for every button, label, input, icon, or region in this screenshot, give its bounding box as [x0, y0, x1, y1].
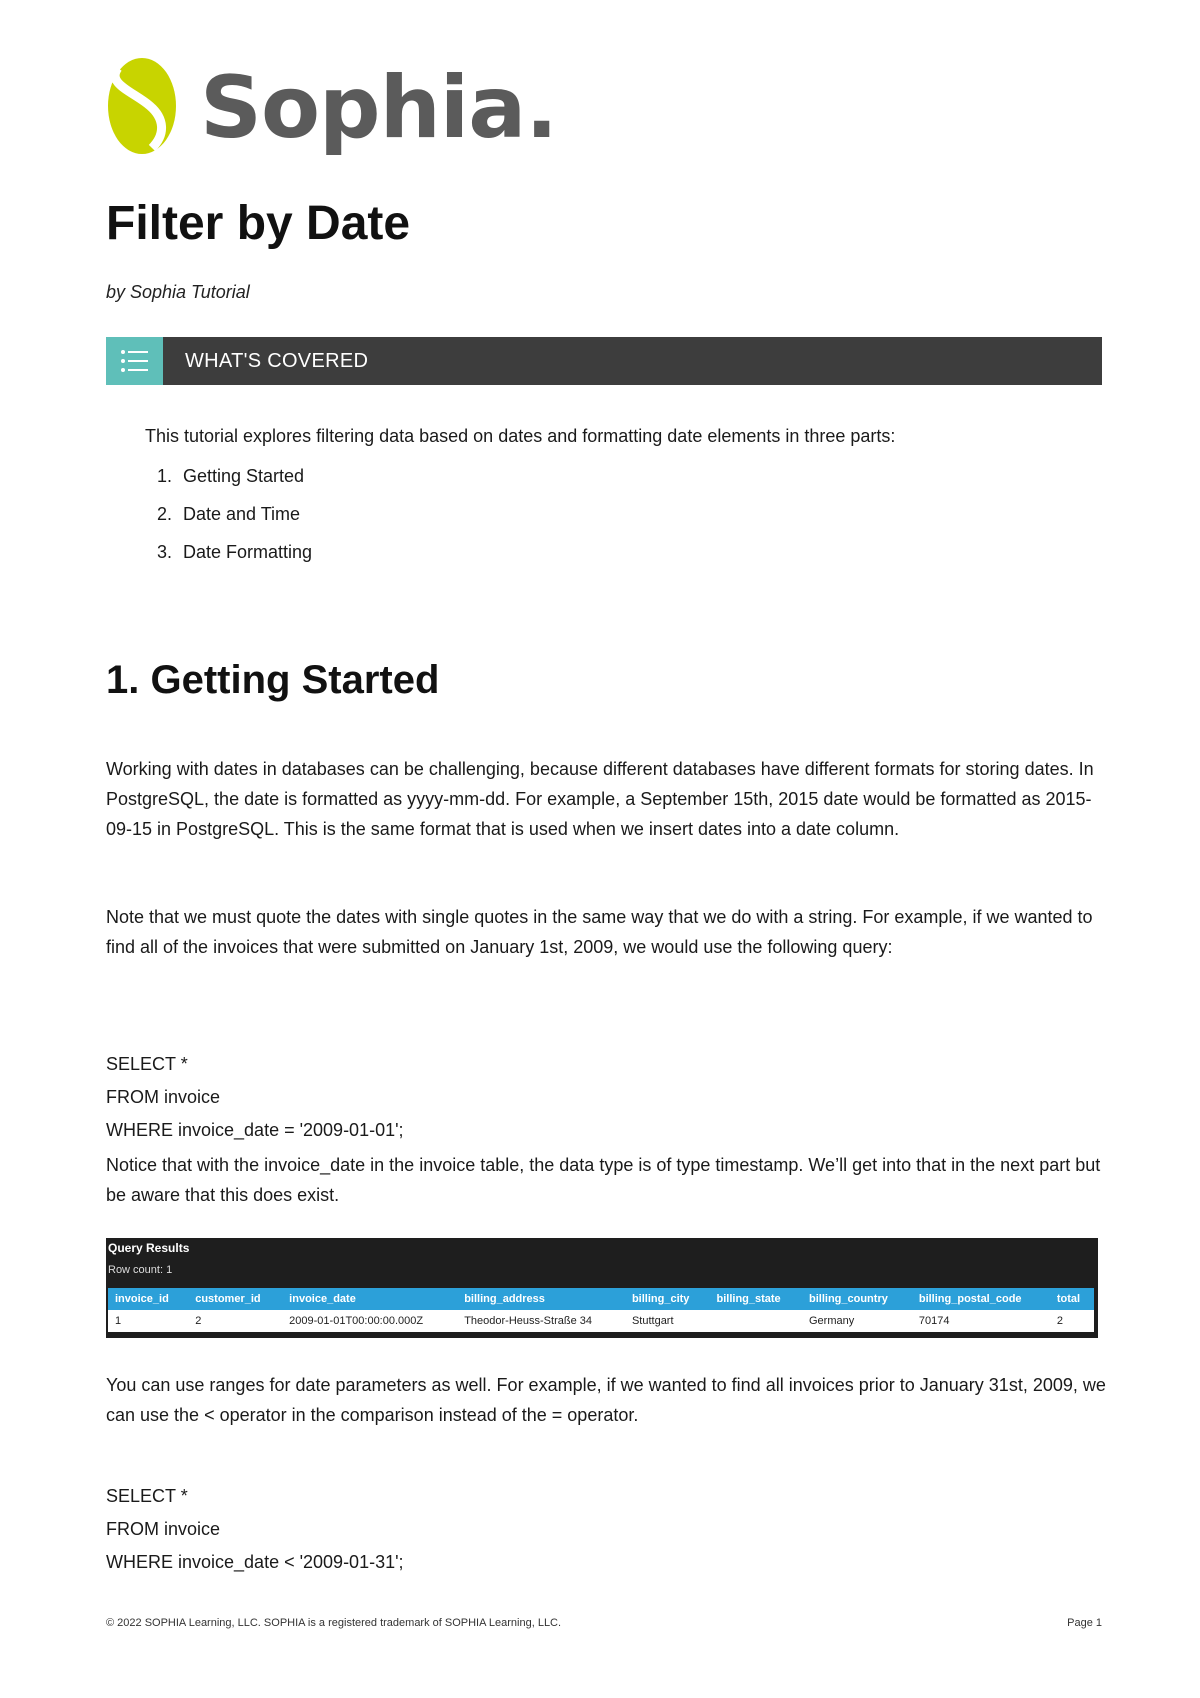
page-title: Filter by Date — [106, 197, 411, 250]
table-cell: Stuttgart — [625, 1310, 710, 1332]
code-line: WHERE invoice_date < '2009-01-31'; — [106, 1552, 404, 1572]
code-block — [106, 1048, 404, 1147]
table-row — [108, 1310, 1094, 1332]
column-header: billing_address — [457, 1288, 625, 1310]
table-cell: 2 — [188, 1310, 282, 1332]
code-line: SELECT * — [106, 1054, 188, 1074]
sophia-logo-text: Sophia. — [200, 58, 557, 158]
copyright-footer: © 2022 SOPHIA Learning, LLC. SOPHIA is a registered trademark of SOPHIA Learning, LLC. — [106, 1617, 562, 1629]
list-item: 3. Date Formatting — [157, 542, 313, 562]
list-item: 1. Getting Started — [157, 466, 305, 486]
table-cell: 2009-01-01T00:00:00.000Z — [282, 1310, 457, 1332]
paragraph: Note that we must quote the dates with single quotes in the same way that we do with a string. For example, if we wanted to find all of the invoices that were submitted on January 1st, 2009, we would use the following query: — [106, 907, 1093, 957]
column-header: billing_country — [802, 1288, 912, 1310]
results-table — [108, 1288, 1094, 1332]
paragraph: Working with dates in databases can be challenging, because different databases have different formats for storing dates. In PostgreSQL, the date is formatted as yyyy-mm-dd. For example, a September 15th, 2015 date would be formatted as 2015-09-15 in PostgreSQL. This is the same format that is used when we insert dates into a date column. — [106, 759, 1094, 839]
code-line: WHERE invoice_date = '2009-01-01'; — [106, 1120, 404, 1140]
paragraph: Notice that with the invoice_date in the invoice table, the data type is of type timestamp. We’ll get into that in the next part but be aware that this does exist. — [106, 1155, 1101, 1205]
covered-intro: This tutorial explores filtering data based on dates and formatting date elements in three parts: — [145, 426, 896, 446]
covered-list — [157, 463, 312, 577]
paragraph: You can use ranges for date parameters as well. For example, if we wanted to find all invoices prior to January 31st, 2009, we can use the < operator in the comparison instead of the = operator. — [106, 1375, 1106, 1425]
query-results-panel — [106, 1238, 1098, 1338]
table-cell: 1 — [108, 1310, 188, 1332]
whats-covered-bar — [106, 337, 1102, 385]
sophia-logo-mark-icon — [104, 56, 184, 156]
column-header: customer_id — [188, 1288, 282, 1310]
list-item: 2. Date and Time — [157, 504, 301, 524]
section-heading: 1. Getting Started — [106, 658, 440, 702]
table-cell: 2 — [1050, 1310, 1094, 1332]
column-header: total — [1050, 1288, 1094, 1310]
code-line: FROM invoice — [106, 1087, 221, 1107]
code-line: SELECT * — [106, 1486, 188, 1506]
column-header: billing_city — [625, 1288, 710, 1310]
sophia-logo — [104, 56, 557, 158]
page-number: Page 1 — [1067, 1617, 1102, 1629]
code-block — [106, 1480, 404, 1579]
table-cell: Theodor-Heuss-Straße 34 — [457, 1310, 625, 1332]
table-header-row — [108, 1288, 1094, 1310]
column-header: invoice_id — [108, 1288, 188, 1310]
table-cell — [710, 1310, 803, 1332]
row-count: Row count: 1 — [108, 1264, 173, 1276]
whats-covered-label: WHAT'S COVERED — [185, 349, 369, 372]
table-cell: Germany — [802, 1310, 912, 1332]
byline: by Sophia Tutorial — [106, 282, 250, 302]
code-line: FROM invoice — [106, 1519, 221, 1539]
column-header: billing_postal_code — [912, 1288, 1050, 1310]
query-results-title: Query Results — [108, 1241, 190, 1255]
column-header: invoice_date — [282, 1288, 457, 1310]
list-icon — [106, 337, 163, 385]
column-header: billing_state — [710, 1288, 803, 1310]
table-cell: 70174 — [912, 1310, 1050, 1332]
